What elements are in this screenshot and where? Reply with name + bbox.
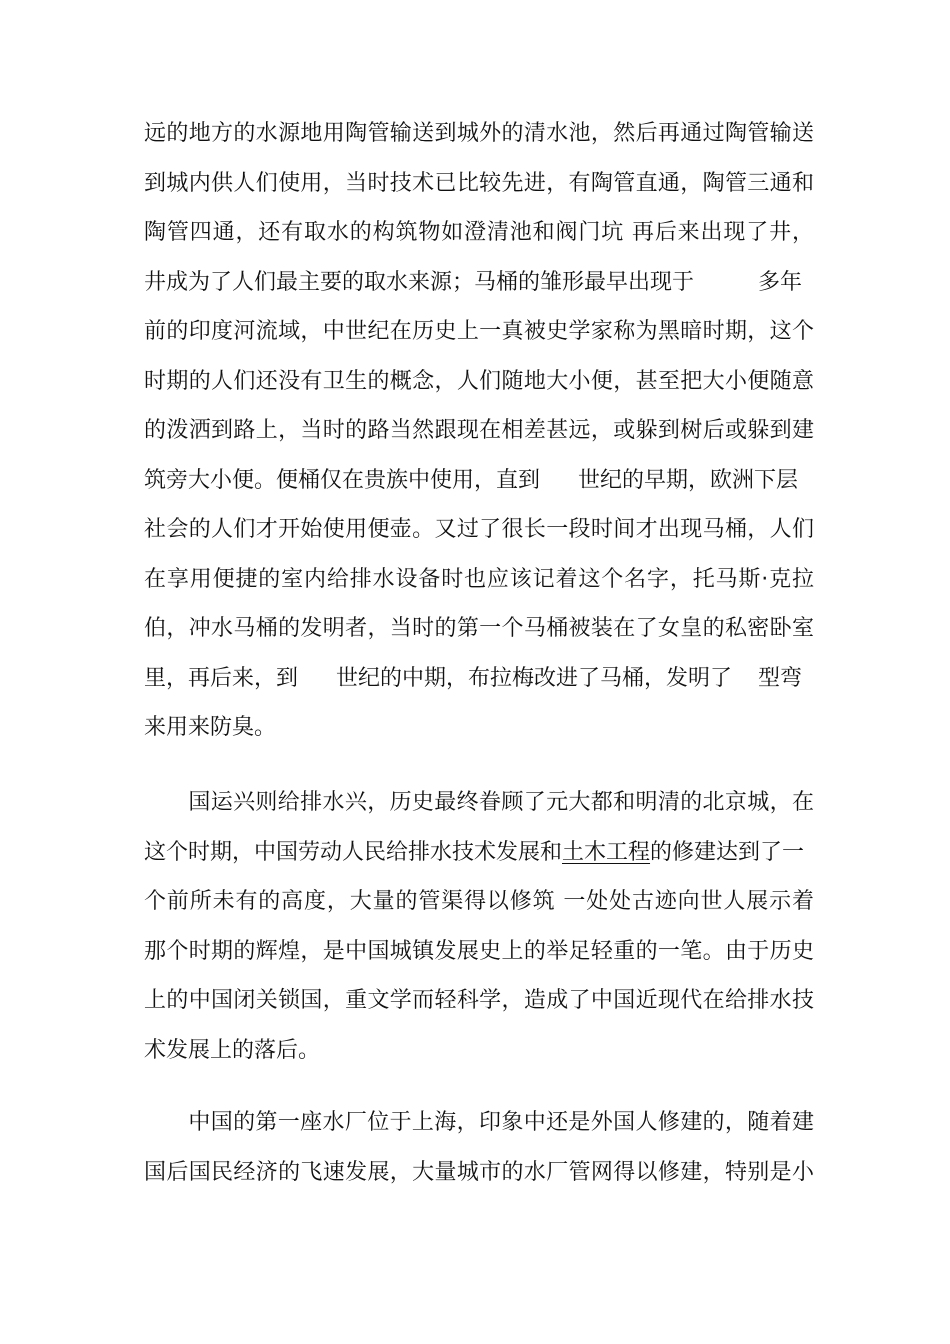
text-segment: 中国的第一座水厂位于上海，印象中还是外国人修建的，随着建 <box>188 1110 814 1135</box>
paragraph-2 <box>144 778 814 1075</box>
text-line-with-gap <box>144 654 814 704</box>
text-segment: 这个时期，中国劳动人民给排水技术发展和 <box>144 839 563 865</box>
text-line-with-gap <box>144 258 814 308</box>
text-line: 陶管四通，还有取水的构筑物如澄清池和阀门坑 再后来出现了井， <box>144 220 814 245</box>
text-line: 国后国民经济的飞速发展，大量城市的水厂管网得以修建，特别是小 <box>144 1159 814 1185</box>
text-segment: 世纪的早期，欧洲下层 <box>578 467 799 493</box>
text-line: 时期的人们还没有卫生的概念，人们随地大小便，甚至把大小便随意 <box>144 368 814 394</box>
text-segment: 里，再后来，到 <box>144 665 299 691</box>
text-segment: 世纪的中期，布拉梅改进了马桶，发明了 <box>336 665 733 691</box>
text-segment: 多年 <box>758 269 803 295</box>
text-line: 在享用便捷的室内给排水设备时也应该记着这个名字，托马斯·克拉 <box>144 566 814 592</box>
text-line: 术发展上的落后。 <box>144 1037 321 1063</box>
text-line <box>144 778 814 828</box>
paragraph-1 <box>144 109 814 753</box>
text-line <box>144 1098 814 1148</box>
text-line: 来用来防臭。 <box>144 715 277 740</box>
text-line: 个前所未有的高度，大量的管渠得以修筑 一处处古迹向世人展示着 <box>144 889 814 914</box>
text-line: 远的地方的水源地用陶管输送到城外的清水池，然后再通过陶管输送 <box>144 121 814 146</box>
text-line: 的泼洒到路上，当时的路当然跟现在相差甚远，或躲到树后或躲到建 <box>144 418 814 443</box>
text-segment: 筑旁大小便。便桶仅在贵族中使用，直到 <box>144 467 541 493</box>
text-line-with-link <box>144 828 814 878</box>
text-line: 到城内供人们使用，当时技术已比较先进，有陶管直通，陶管三通和 <box>144 170 814 196</box>
text-segment: 井成为了人们最主要的取水来源；马桶的雏形最早出现于 <box>144 269 695 295</box>
text-line: 上的中国闭关锁国，重文学而轻科学，造成了中国近现代在给排水技 <box>144 988 814 1013</box>
text-line: 那个时期的辉煌，是中国城镇发展史上的举足轻重的一笔。由于历史 <box>144 938 814 964</box>
text-segment: 国运兴则给排水兴，历史最终眷顾了元大都和明清的北京城，在 <box>188 790 814 815</box>
text-line: 社会的人们才开始使用便壶。又过了很长一段时间才出现马桶，人们 <box>144 517 814 542</box>
text-line: 伯，冲水马桶的发明者，当时的第一个马桶被装在了女皇的私密卧室 <box>144 616 814 641</box>
text-line: 前的印度河流域，中世纪在历史上一真被史学家称为黑暗时期，这个 <box>144 319 814 344</box>
paragraph-3 <box>144 1098 814 1197</box>
text-line-with-gap <box>144 456 814 506</box>
text-segment: 型弯 <box>758 665 803 691</box>
text-segment: 的修建达到了一 <box>650 839 805 865</box>
underlined-term: 土木工程 <box>562 839 651 865</box>
